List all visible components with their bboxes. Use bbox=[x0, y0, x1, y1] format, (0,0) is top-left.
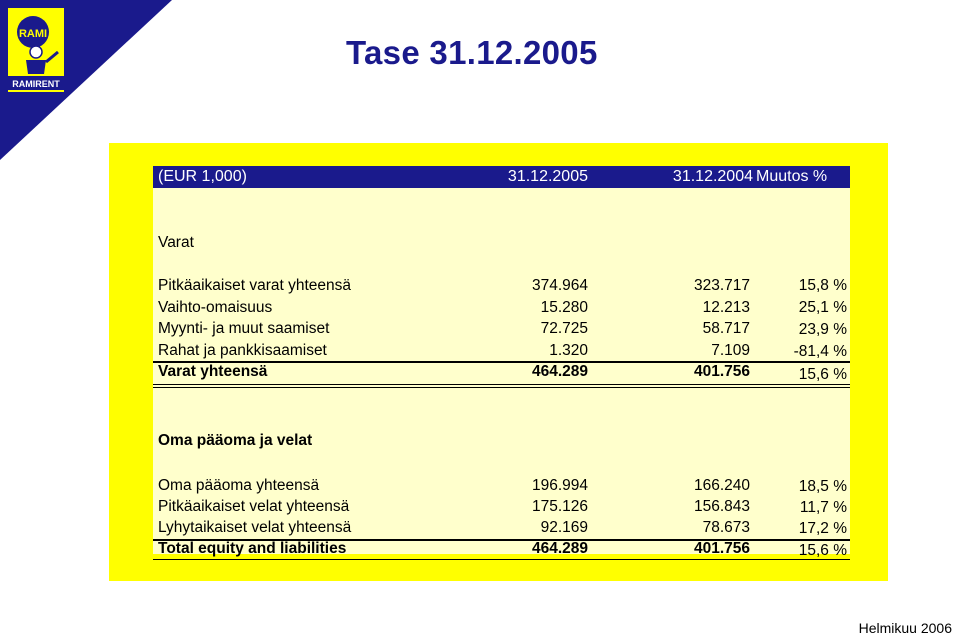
header-col-2005: 31.12.2005 bbox=[507, 168, 588, 185]
row-value-2004: 12.213 bbox=[702, 299, 750, 316]
divider bbox=[153, 559, 850, 560]
row-value-2004: 78.673 bbox=[702, 519, 750, 536]
total-label: Total equity and liabilities bbox=[158, 540, 347, 557]
divider bbox=[153, 387, 850, 388]
total-value-2004: 401.756 bbox=[693, 540, 750, 557]
total-change: 15,6 % bbox=[798, 542, 847, 559]
row-label: Myynti- ja muut saamiset bbox=[158, 320, 330, 337]
total-value-2005: 464.289 bbox=[531, 363, 588, 380]
row-change: 17,2 % bbox=[798, 520, 847, 537]
row-value-2004: 58.717 bbox=[702, 320, 750, 337]
row-change: 11,7 % bbox=[799, 499, 847, 516]
row-change: 25,1 % bbox=[798, 299, 847, 316]
divider bbox=[153, 384, 850, 385]
footer-date: Helmikuu 2006 bbox=[858, 620, 952, 636]
row-value-2005: 92.169 bbox=[540, 519, 588, 536]
section-title-assets: Varat bbox=[158, 234, 194, 251]
row-label: Oma pääoma yhteensä bbox=[158, 477, 320, 494]
total-label: Varat yhteensä bbox=[158, 363, 268, 380]
row-value-2005: 72.725 bbox=[540, 320, 588, 337]
row-label: Pitkäaikaiset velat yhteensä bbox=[158, 498, 350, 515]
row-change: 18,5 % bbox=[798, 478, 847, 495]
logo-badge: RAMI bbox=[18, 28, 48, 40]
row-value-2004: 323.717 bbox=[693, 277, 750, 294]
total-value-2004: 401.756 bbox=[693, 363, 750, 380]
header-col-change: Muutos % bbox=[756, 168, 828, 185]
row-label: Rahat ja pankkisaamiset bbox=[158, 342, 327, 359]
total-change: 15,6 % bbox=[798, 366, 847, 383]
row-value-2005: 15.280 bbox=[540, 299, 588, 316]
row-value-2005: 175.126 bbox=[531, 498, 588, 515]
row-label: Lyhytaikaiset velat yhteensä bbox=[158, 519, 352, 536]
row-value-2004: 166.240 bbox=[693, 477, 750, 494]
row-change: -81,4 % bbox=[793, 343, 847, 360]
row-label: Pitkäaikaiset varat yhteensä bbox=[158, 277, 351, 294]
logo-text: RAMIRENT bbox=[12, 79, 60, 89]
row-value-2005: 374.964 bbox=[531, 277, 588, 294]
row-value-2005: 196.994 bbox=[531, 477, 588, 494]
balance-table bbox=[153, 166, 850, 554]
row-value-2005: 1.320 bbox=[549, 342, 588, 359]
page-title: Tase 31.12.2005 bbox=[346, 34, 598, 71]
header-unit: (EUR 1,000) bbox=[158, 168, 247, 185]
table-header bbox=[153, 166, 850, 188]
row-change: 15,8 % bbox=[798, 277, 847, 294]
row-value-2004: 7.109 bbox=[711, 342, 750, 359]
row-value-2004: 156.843 bbox=[693, 498, 750, 515]
section-title-liabilities: Oma pääoma ja velat bbox=[158, 432, 313, 449]
row-label: Vaihto-omaisuus bbox=[158, 299, 273, 316]
header-col-2004: 31.12.2004 bbox=[672, 168, 753, 185]
row-change: 23,9 % bbox=[798, 321, 847, 338]
total-value-2005: 464.289 bbox=[531, 540, 588, 557]
ramirent-logo bbox=[0, 0, 172, 160]
